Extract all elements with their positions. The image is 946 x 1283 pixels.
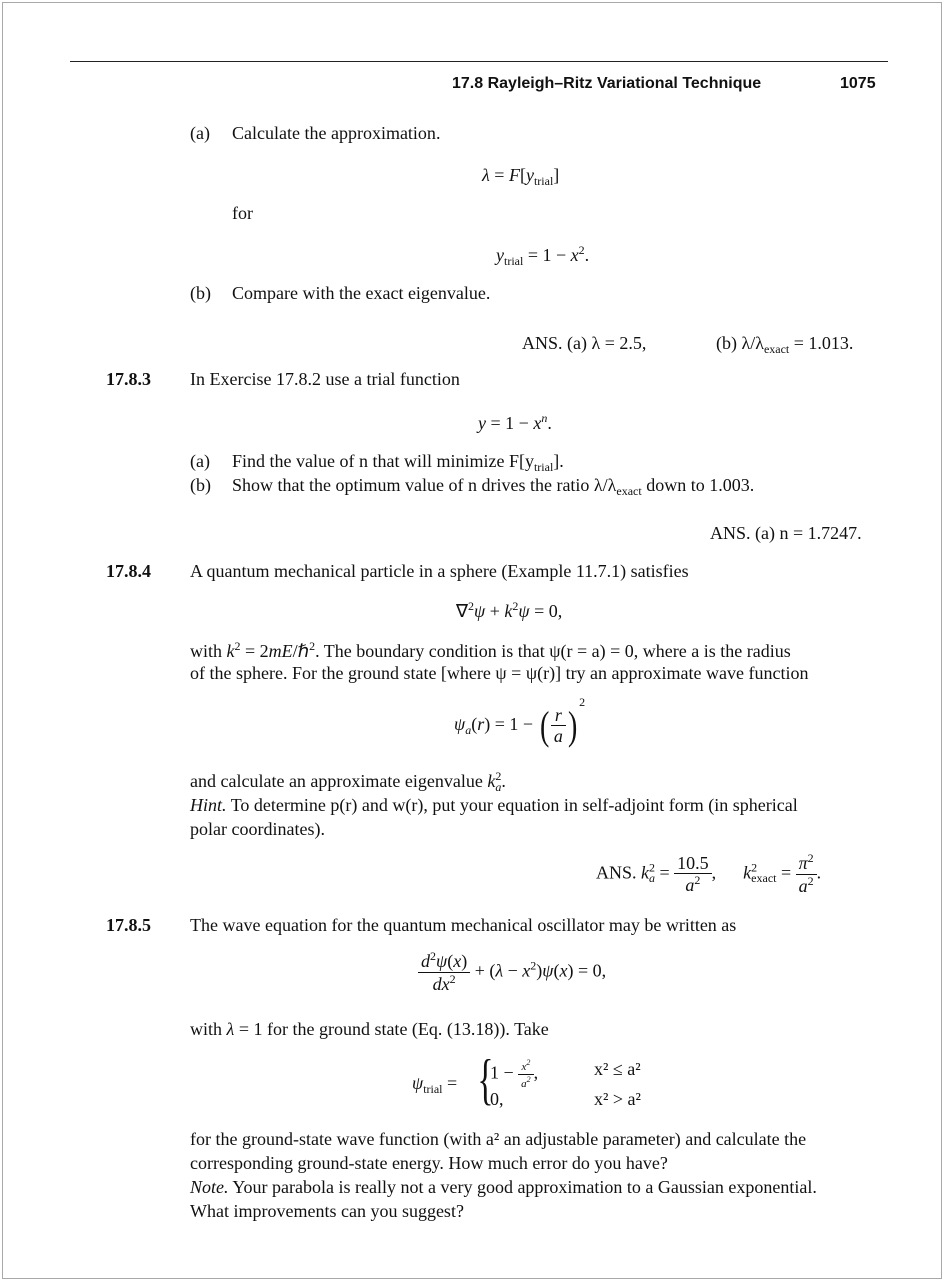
exercise-17-8-5-intro: The wave equation for the quantum mechanical oscillator may be written as [190, 915, 737, 935]
exercise-17-8-5-with: with λ = 1 for the ground state (Eq. (13.18)). Take [190, 1019, 549, 1039]
piecewise-case2-condition: x² > a² [594, 1089, 641, 1109]
equation-lambda: $\lambda = F[y_{trial}]$ [482, 165, 560, 188]
page-number: 1075 [840, 75, 876, 92]
exercise-17-8-5-line1: for the ground-state wave function (with a² an adjustable parameter) and calculate the [190, 1129, 807, 1149]
exercise-17-8-5-note-line2: What improvements can you suggest? [190, 1201, 464, 1221]
exercise-17-8-3-intro: In Exercise 17.8.2 use a trial function [190, 369, 460, 389]
equation-ytrial: $y_{trial} = 1 - x^2$. [496, 243, 590, 268]
item-a-text: Calculate the approximation. [232, 123, 441, 143]
answer-b: (b) $\lambda/\lambda_{exact} = 1.013$. [716, 333, 854, 356]
item-a-label: (a) [190, 123, 210, 143]
equation-y-trial-power: $y = 1 - x^n$. [478, 411, 552, 433]
exercise-17-8-3-a-label: (a) [190, 451, 210, 471]
exercise-17-8-4-line1: with $k^2$ = 2mE/ℏ$^2$. The boundary condition is that ψ(r = a) = 0, where a is the radius [190, 639, 791, 661]
exercise-17-8-4-calc: and calculate an approximate eigenvalue $k^2_a$. [190, 769, 506, 794]
piecewise-case1-value: 1 − $\frac{x^2}{a^2}$ , [490, 1058, 539, 1090]
exercise-17-8-3-a-text: Find the value of n that will minimize $F[y_{trial}]$. [232, 451, 564, 474]
exercise-17-8-4-hint-line2: polar coordinates). [190, 819, 325, 839]
item-b-label: (b) [190, 283, 211, 303]
exercise-17-8-3-b-text: Show that the optimum value of n drives the ratio $\lambda/\lambda_{exact}$ down to 1.003. [232, 475, 755, 498]
exercise-17-8-5-line2: corresponding ground-state energy. How much error do you have? [190, 1153, 668, 1173]
exercise-17-8-3-answer: ANS. (a) n = 1.7247. [710, 523, 862, 543]
for-text: for [232, 203, 253, 223]
exercise-number-17-8-3: 17.8.3 [106, 369, 151, 389]
exercise-number-17-8-4: 17.8.4 [106, 561, 151, 581]
exercise-17-8-4-line2: of the sphere. For the ground state [where ψ = ψ(r)] try an approximate wave function [190, 663, 809, 683]
piecewise-case1-condition: x² ≤ a² [594, 1059, 641, 1079]
equation-helmholtz: $\nabla^2\psi + k^2\psi = 0$, [456, 599, 563, 621]
exercise-17-8-4-answer: ANS. $k^2_a$ = $\frac{10.5}{a^2}$ , $k^2_{exact}$ = $\frac{\pi^2}{a^2}$ . [596, 851, 822, 896]
equation-trial-wavefunction: $\psi_a(r) = 1$ − ( $\frac{r}{a}$ )$^2$ [454, 695, 586, 748]
exercise-number-17-8-5: 17.8.5 [106, 915, 151, 935]
header-rule [70, 61, 888, 62]
answer-a: ANS. (a) λ = 2.5, [522, 333, 647, 353]
exercise-17-8-4-intro: A quantum mechanical particle in a sphere (Example 11.7.1) satisfies [190, 561, 689, 581]
piecewise-brace: { [477, 1049, 494, 1111]
running-header: 17.8 Rayleigh–Ritz Variational Technique [452, 75, 762, 92]
exercise-17-8-4-hint: Hint. To determine p(r) and w(r), put your equation in self-adjoint form (in spherical [190, 795, 798, 815]
exercise-17-8-5-note: Note. Your parabola is really not a very good approximation to a Gaussian exponential. [190, 1177, 817, 1197]
piecewise-case2-value: 0, [490, 1089, 504, 1109]
equation-psi-trial-lhs: $\psi_{trial}$ = [412, 1073, 458, 1096]
equation-oscillator: $\frac{d^2\psi(x)}{dx^2}$ + $(\lambda - x^2)\psi(x) = 0$, [418, 950, 606, 994]
item-b-text: Compare with the exact eigenvalue. [232, 283, 491, 303]
exercise-17-8-3-b-label: (b) [190, 475, 211, 495]
